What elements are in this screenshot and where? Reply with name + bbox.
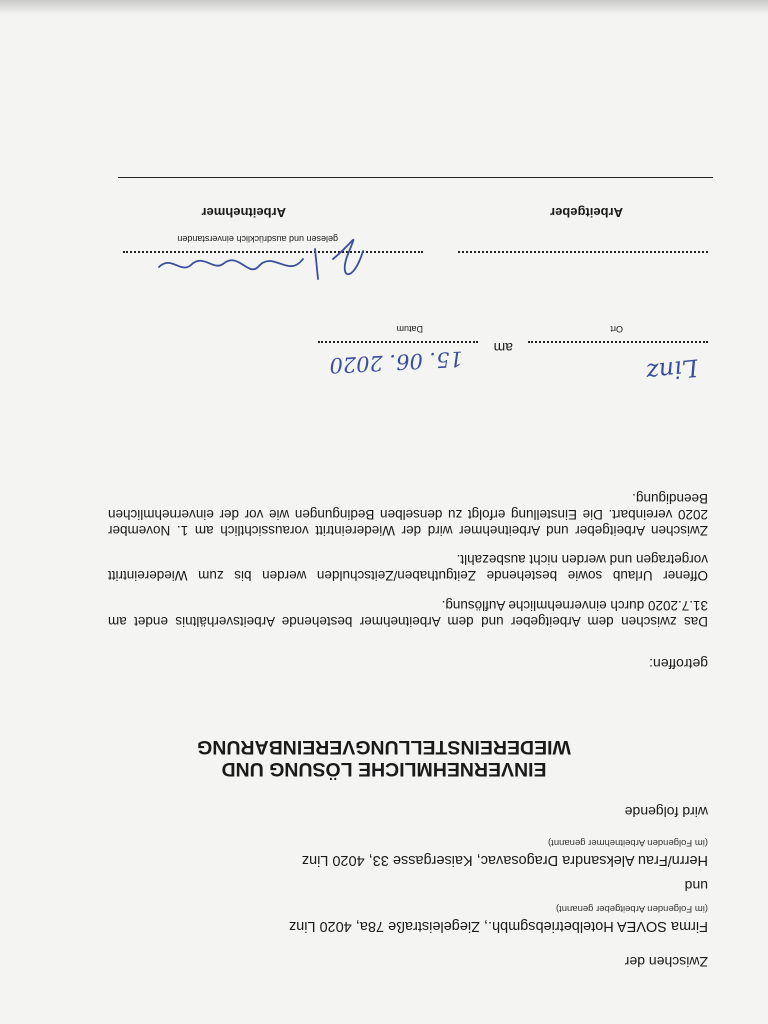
employee-note: (im Folgenden Arbeitnehmer genannt) bbox=[547, 837, 708, 848]
employer-signature-line bbox=[458, 251, 708, 253]
employer-address: Firma SOVEA Hotelbetriebsgmbh., Ziegeleistraße 78a, 4020 Linz bbox=[288, 918, 708, 934]
employee-address: Herrn/Frau Aleksandra Dragosavac, Kaisergasse 33, 4020 Linz bbox=[301, 852, 708, 868]
intro-text: Zwischen der bbox=[624, 954, 708, 970]
wird-folgende-text: wird folgende bbox=[624, 804, 708, 820]
ort-label: Ort bbox=[610, 324, 623, 334]
paragraph-vacation: Offener Urlaub sowie bestehende Zeitguthaben/Zeitschulden werden bis zum Wiedereintritt vorgetragen und werden nicht ausbezahlt. bbox=[108, 552, 708, 583]
paragraph-reemployment: Zwischen Arbeitgeber und Arbeitnehmer wird der Wiedereintritt voraussichtlich am 1. November 2020 vereinbart. Die Einstellung erfolgt zu denselben Bedingungen wie vor der einvernehmlichen Beendigung. bbox=[108, 491, 708, 538]
document-title bbox=[124, 736, 644, 780]
paragraph-termination: Das zwischen dem Arbeitgeber und dem Arbeitnehmer bestehende Arbeitsverhältnis endet am 31.7.2020 durch einvernehmliche Auflösung. bbox=[108, 598, 708, 629]
consent-note: gelesen und ausdrücklich einverstanden bbox=[177, 234, 338, 244]
date-dotted-line bbox=[318, 341, 478, 343]
place-dotted-line bbox=[528, 341, 708, 343]
handwritten-place: Linz bbox=[644, 353, 700, 387]
employer-note: (im Folgenden Arbeitgeber genannt) bbox=[555, 903, 708, 914]
employee-signature bbox=[143, 239, 373, 289]
bottom-rule bbox=[118, 177, 713, 178]
handwritten-date: 15. 06. 2020 bbox=[328, 346, 464, 378]
getroffen-text: getroffen: bbox=[649, 656, 708, 672]
title-line-1: EINVERNEHMLICHE LÖSUNG UND bbox=[221, 758, 547, 780]
employee-role-label: Arbeitnehmer bbox=[201, 205, 286, 220]
am-text: am bbox=[493, 340, 513, 356]
employer-role-label: Arbeitgeber bbox=[550, 205, 623, 220]
title-line-2: WIEDEREINSTELLUNGVEREINBARUNG bbox=[197, 736, 571, 758]
datum-label: Datum bbox=[396, 324, 423, 334]
und-text: und bbox=[684, 878, 708, 894]
